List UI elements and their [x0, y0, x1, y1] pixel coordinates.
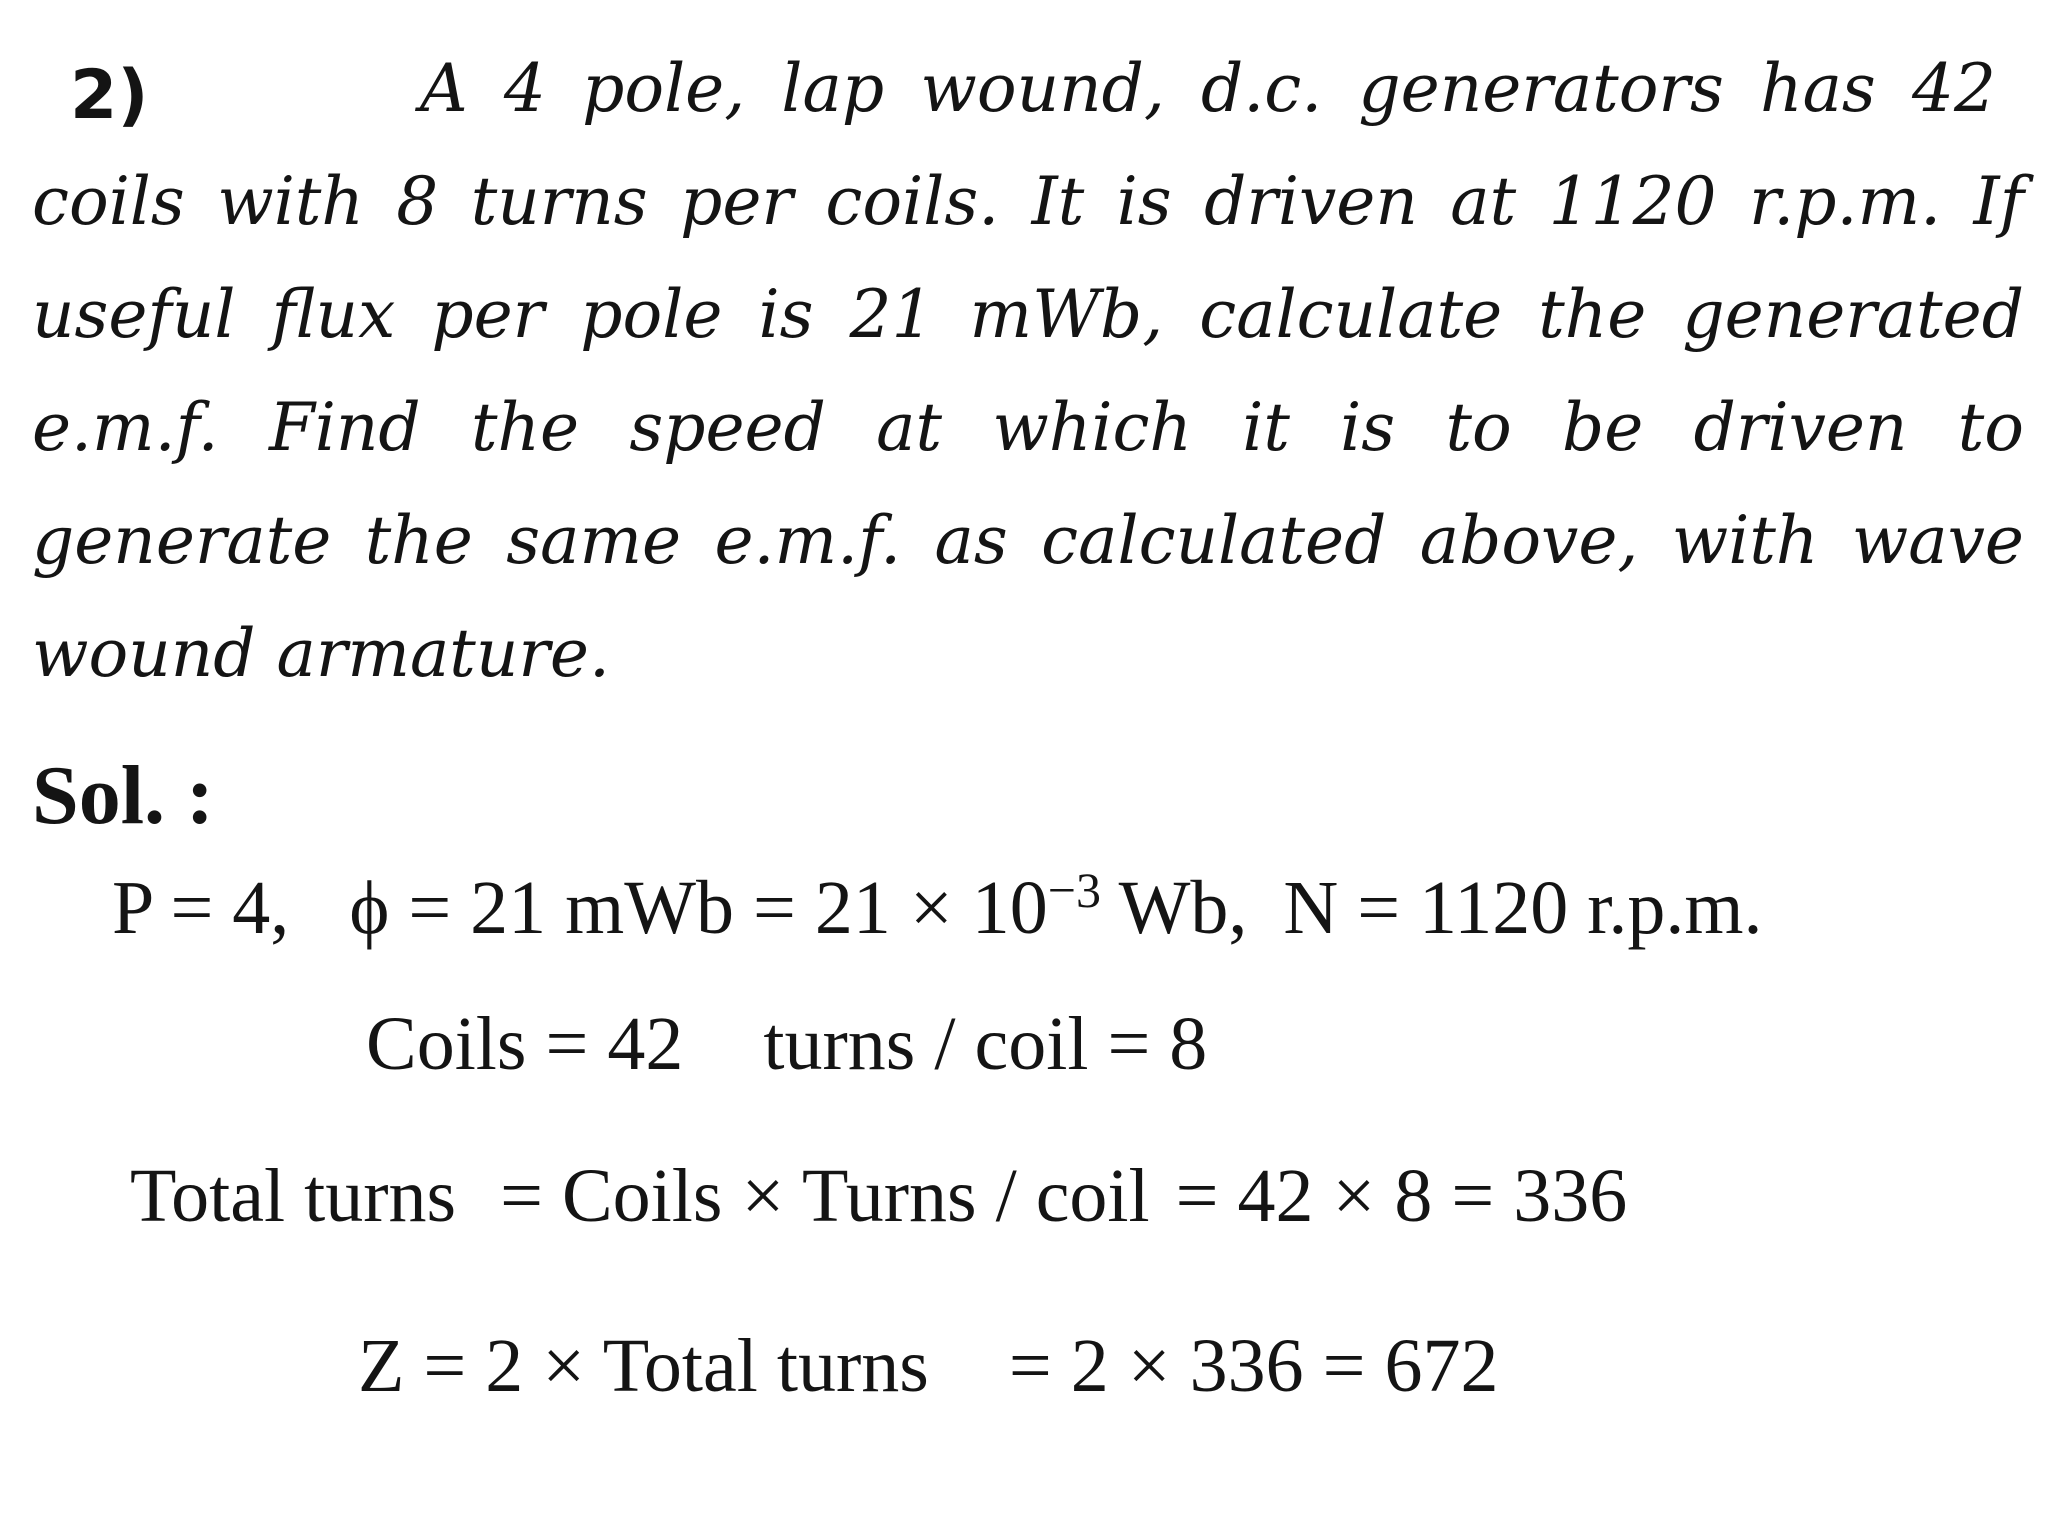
given-flux: ϕ = 21 mWb = 21 × 10: [349, 866, 1048, 950]
given-flux-exponent: −3: [1047, 862, 1101, 918]
coils-line: [366, 996, 1207, 1092]
problem-line: A 4 pole, lap wound, d.c. generators has 42: [420, 50, 1996, 127]
conductors-line: [358, 1318, 1498, 1414]
conductors-label: Z = 2 × Total turns: [358, 1324, 929, 1408]
given-flux-unit: Wb,: [1100, 866, 1248, 950]
coils-count: Coils = 42: [366, 1002, 684, 1086]
given-speed: N = 1120 r.p.m.: [1283, 866, 1763, 950]
total-turns-expression: = Coils × Turns / coil: [500, 1154, 1150, 1238]
total-turns-line: [130, 1148, 1627, 1244]
given-poles: P = 4,: [112, 866, 290, 950]
problem-line: e.m.f. Find the speed at which it is to be driven to: [32, 389, 2024, 466]
solution-heading: Sol. :: [32, 749, 215, 842]
total-turns-value: = 42 × 8 = 336: [1175, 1154, 1628, 1238]
problem-line: generate the same e.m.f. as calculated above, with wave: [32, 502, 2024, 579]
turns-per-coil: turns / coil = 8: [763, 1002, 1208, 1086]
problem-line: coils with 8 turns per coils. It is driven at 1120 r.p.m. If: [32, 163, 2024, 240]
conductors-value: = 2 × 336 = 672: [1008, 1324, 1499, 1408]
problem-number: 2): [70, 56, 149, 135]
total-turns-label: Total turns: [130, 1154, 457, 1238]
given-values-line: [112, 860, 1762, 956]
problem-line: wound armature.: [32, 615, 610, 692]
problem-line: useful flux per pole is 21 mWb, calculate the generated: [32, 276, 2024, 353]
